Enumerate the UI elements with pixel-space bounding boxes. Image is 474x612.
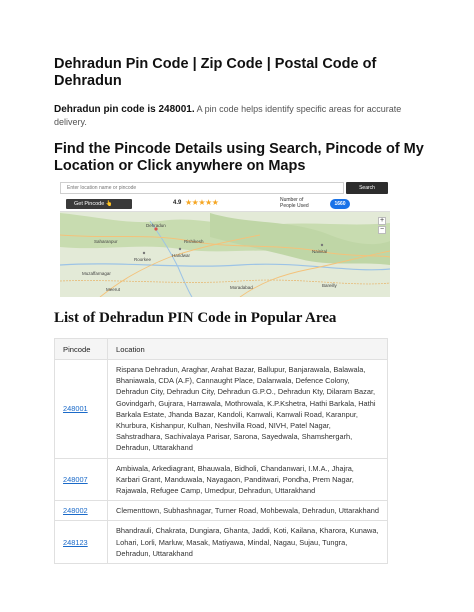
- search-bar: [60, 182, 390, 195]
- table-title: List of Dehradun PIN Code in Popular Area: [54, 310, 337, 326]
- table-header-row: [55, 339, 388, 360]
- people-used-label: Number of People Used: [280, 197, 309, 209]
- zoom-out-icon[interactable]: −: [379, 226, 385, 233]
- people-used-count: 1660: [330, 199, 350, 209]
- map-label-bareilly: Bareilly: [322, 283, 337, 288]
- zoom-in-icon[interactable]: +: [379, 217, 385, 224]
- map-view[interactable]: [60, 195, 390, 297]
- pincode-link[interactable]: 248002: [63, 506, 88, 516]
- pincode-link[interactable]: 248123: [63, 537, 88, 547]
- table-row: [55, 458, 388, 501]
- rating-stars-icon: ★★★★★: [185, 198, 219, 207]
- pincode-cell: [55, 501, 108, 521]
- finder-title: Find the Pincode Details using Search, Pincode of My Location or Click anywhere on Maps: [54, 141, 424, 174]
- pincode-cell: [55, 458, 108, 501]
- page-title: Dehradun Pin Code | Zip Code | Postal Code of Dehradun: [54, 56, 377, 89]
- table-header-location: Location: [108, 339, 388, 360]
- map-label-moradabad: Moradabad: [230, 285, 253, 290]
- intro-pincode-statement: Dehradun pin code is 248001.: [54, 104, 195, 115]
- search-input[interactable]: [60, 182, 344, 194]
- pincode-table: [54, 338, 388, 564]
- pincode-cell: [55, 521, 108, 564]
- table-row: [55, 360, 388, 459]
- map-label-rishikesh: Rishikesh: [184, 239, 204, 244]
- location-cell: Clementtown, Subhashnagar, Turner Road, Mohbewala, Dehradun, Uttarakhand: [108, 501, 388, 521]
- intro-paragraph: [54, 103, 434, 128]
- map-label-meerut: Meerut: [106, 287, 121, 292]
- map-label-roorkee: Roorkee: [134, 257, 152, 262]
- search-button[interactable]: Search: [346, 182, 388, 194]
- map-label-saharanpur: Saharanpur: [94, 239, 118, 244]
- table-row: [55, 501, 388, 521]
- pincode-cell: [55, 360, 108, 459]
- map-label-nainital: Nainital: [312, 249, 328, 254]
- get-pincode-button[interactable]: Get Pincode 👆: [66, 199, 132, 209]
- location-cell: Bhandrauli, Chakrata, Dungiara, Ghanta, Jaddi, Koti, Kailana, Kharora, Kunawa, Lohari, Lorli, Marluw, Masak, Matiyawa, Mindal, Nagau, Sujau, Tungra, Dehradun, Uttarakhand: [108, 521, 388, 564]
- location-cell: Rispana Dehradun, Araghar, Arahat Bazar, Ballupur, Banjarawala, Balawala, Bhaniawala, CDA (A.F), Cannaught Place, Dalanwala, Defence Colony, Dehradun City, Dehradun City, Dehradun G.P.O., Dehradun Kty, Dilaram Bazar, Govindgarh, Gujrara, Harrawala, Mothrowala, K.P.Kshetra, Hathi Barkala, Hathi Barkala Estate, Jhanda Bazar, Kandoli, Kanwali, Kanwali Road, Karanpur, Khurbura, Kishanpur, Kulhan, Neshvilla Road, NIVH, Patel Nagar, Sahstradhara, Sachivalaya Parisar, Sarona, Sayedwala, Shamshergarh, Dehradun, Uttarakhand: [108, 360, 388, 459]
- pincode-link[interactable]: 248007: [63, 474, 88, 484]
- intro-description: A pin code helps identify specific areas for accurate delivery.: [54, 104, 402, 127]
- table-row: [55, 521, 388, 564]
- rating-value: 4.9: [173, 200, 182, 206]
- map-label-dehradun: Dehradun: [146, 223, 166, 228]
- map-label-muzaffarnagar: Muzaffarnagar: [82, 271, 111, 276]
- pincode-link[interactable]: 248001: [63, 404, 88, 414]
- map-toolbar: [60, 195, 390, 212]
- location-cell: Ambiwala, Arkediagrant, Bhauwala, Bidholi, Chandanwari, I.M.A., Jhajra, Karbari Grant, Manduwala, Nayagaon, Panditwari, Pondha, Prem Nagar, Rajawala, Refugee Camp, Umedpur, Dehradun, Uttarakhand: [108, 458, 388, 501]
- map-label-haridwar: Haridwar: [172, 253, 191, 258]
- table-header-pincode: Pincode: [55, 339, 108, 360]
